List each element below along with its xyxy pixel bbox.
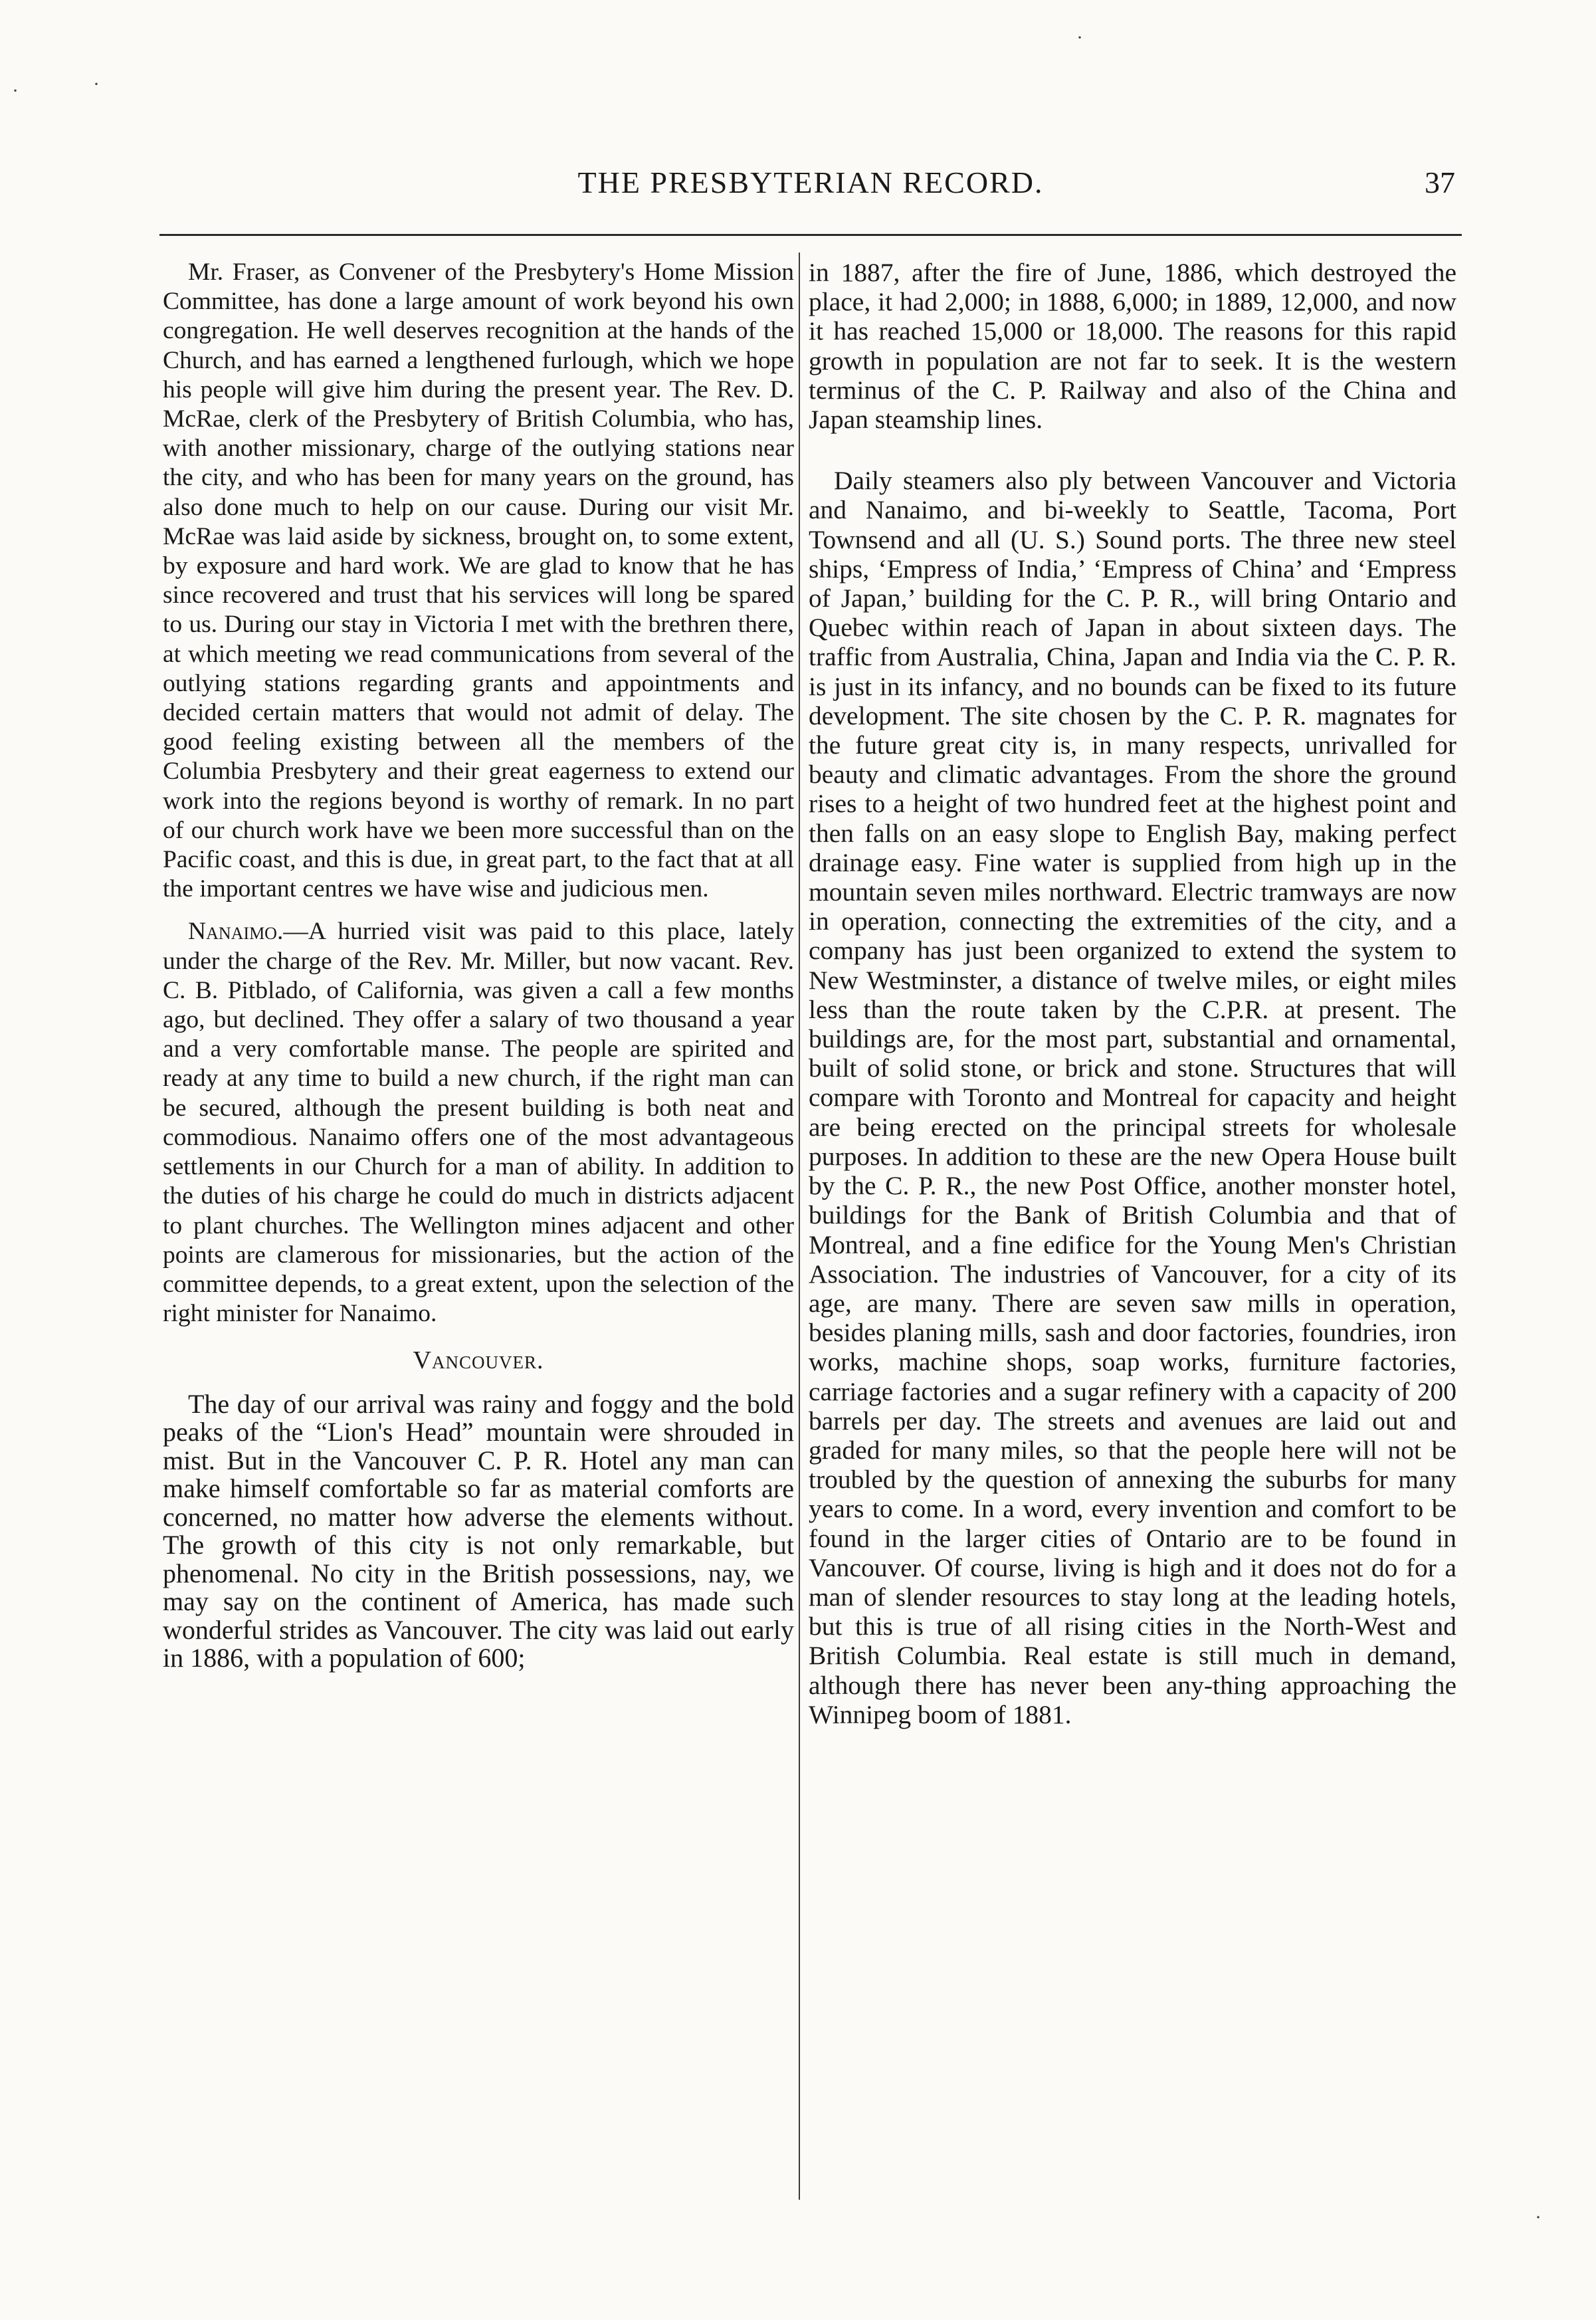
paragraph-steamers: Daily steamers also ply between Vancouver and Victoria and Nanaimo, and bi-weekly to Seattle, Tacoma, Port Townsend and all (U. S.) Sound ports. The three new steel ships, ‘Empress of India,’ ‘Empress of China’ and ‘Empress of Japan,’ building for the C. P. R., will bring Ontario and Quebec within reach of Japan in about sixteen days. The traffic from Australia, China, Japan and India via the C. P. R. is just in its infancy, and no bounds can be fixed to its future development. The site chosen by the C. P. R. magnates for the future great city is, in many respects, unrivalled for beauty and climatic advantages. From the shore the ground rises to a height of two hundred feet at the highest point and then falls on an easy slope to English Bay, making perfect drainage easy. Fine water is supplied from high up in the mountain seven miles northward. Electric tramways are now in operation, connecting the extremities of the city, and a company has just been organized to extend the system to New Westminster, a distance of twelve miles, or eight miles less than the route taken by the C.P.R. at present. The buildings are, for the most part, substantial and ornamental, built of solid stone, or brick and stone. Structures that will compare with Toronto and Montreal for capacity and height are being erected on the principal streets for wholesale purposes. In addition to these are the new Opera House built by the C. P. R., the new Post Office, another monster hotel, buildings for the Bank of British Columbia and that of Montreal, and a fine edifice for the Young Men's Christian Association. The industries of Vancouver, for a city of its age, are many. There are seven saw mills in operation, besides planing mills, sash and door factories, foundries, iron works, machine shops, soap works, furniture factories, carriage factories and a sugar refinery with a capacity of 200 barrels per day. The streets and avenues are laid out and graded for many miles, so that the people here will not be troubled by the question of annexing the suburbs for many years to come. In a word, every invention and comfort to be found in the larger cities of Ontario are to be found in Vancouver. Of course, living is high and it does not do for a man of slender resources to stay long at the leading hotels, but this is true of all rising cities in the North-West and British Columbia. Real estate is still much in demand, although there has never been any-thing approaching the Winnipeg boom of 1881. [809,466,1456,1729]
right-column [809,258,1456,1729]
journal-title: THE PRESBYTERIAN RECORD. [577,165,1044,199]
paragraph-vancouver-arrival: The day of our arrival was rainy and foggy and the bold peaks of the “Lion's Head” mountain were shrouded in mist. But in the Vancouver C. P. R. Hotel any man can make himself comfortable so far as material comforts are concerned, no matter how adverse the elements without. The growth of this city is not only remarkable, but phenomenal. No city in the British possessions, nay, we may say on the continent of America, has made such wonderful strides as Vancouver. The city was laid out early in 1886, with a population of 600; [163,1388,794,1673]
header-rule [159,234,1462,236]
scan-speck: · [93,73,100,95]
left-column [163,258,794,1673]
scan-speck: · [12,80,19,102]
section-heading-vancouver: Vancouver. [413,1346,544,1375]
nanaimo-label: Nanaimo. [188,918,284,946]
column-divider [799,253,800,2200]
scan-speck: · [1076,27,1083,49]
paragraph-growth: in 1887, after the fire of June, 1886, which destroyed the place, it had 2,000; in 1888, 6,000; in 1889, 12,000, and now it has reached 15,000 or 18,000. The reasons for this rapid growth in population are not far to seek. It is the western terminus of the C. P. Railway and also of the China and Japan steamship lines. [809,258,1456,435]
nanaimo-text: —A hurried visit was paid to this place, lately under the charge of the Rev. Mr. Miller, but now vacant. Rev. C. B. Pitblado, of California, was given a call a few months ago, but declined. They offer a salary of two thousand a year and a very comfortable manse. The people are spirited and ready at any time to build a new church, if the right man can be secured, although the present building is both neat and commodious. Nanaimo offers one of the most advantageous settlements in our Church for a man of ability. In addition to the duties of his charge he could do much in districts adjacent to plant churches. The Wellington mines adjacent and other points are clamerous for missionaries, but the action of the committee depends, to a great extent, upon the selection of the right minister for Nanaimo. [163,918,794,1328]
scan-speck: · [1535,2206,1542,2228]
page-number: 37 [1425,165,1455,199]
running-header [159,165,1462,211]
paragraph-nanaimo [163,917,794,1328]
paragraph-fraser: Mr. Fraser, as Convener of the Presbytery's Home Mission Committee, has done a large amount of work beyond his own congregation. He well deserves recognition at the hands of the Church, and has earned a lengthened furlough, which we hope his people will give him during the present year. The Rev. D. McRae, clerk of the Presbytery of British Columbia, who has, with another missionary, charge of the outlying stations near the city, and who has been for many years on the ground, has also done much to help on our cause. During our visit Mr. McRae was laid aside by sickness, brought on, to some extent, by exposure and hard work. We are glad to know that he has since recovered and trust that his services will long be spared to us. During our stay in Victoria I met with the brethren there, at which meeting we read communications from several of the outlying stations regarding grants and appointments and decided certain matters that would not admit of delay. The good feeling existing between all the members of the Columbia Presbytery and their great eagerness to extend our work into the regions beyond is worthy of remark. In no part of our church work have we been more successful than on the Pacific coast, and this is due, in great part, to the fact that at all the important centres we have wise and judicious men. [163,259,794,903]
